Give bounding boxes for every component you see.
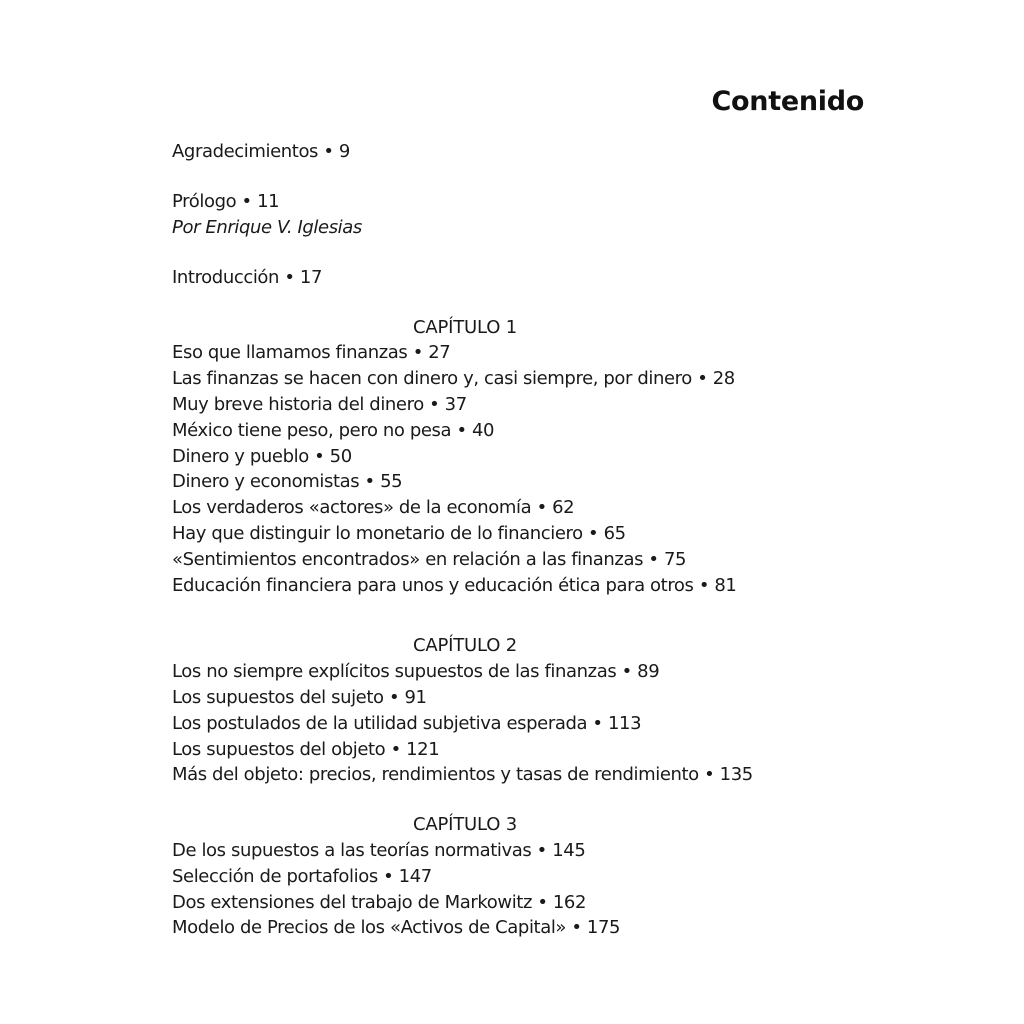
toc-entry: Modelo de Precios de los «Activos de Capital» • 175 — [172, 917, 621, 939]
toc-entry: Educación financiera para unos y educación ética para otros • 81 — [172, 574, 737, 596]
toc-entry-introduccion: Introducción • 17 — [172, 266, 323, 288]
chapter-heading-3: CAPÍTULO 3 — [413, 814, 517, 836]
toc-entry: Las finanzas se hacen con dinero y, casi siempre, por dinero • 28 — [172, 368, 735, 390]
toc-entry: Los verdaderos «actores» de la economía • 62 — [172, 497, 575, 519]
toc-entry: Los no siempre explícitos supuestos de las finanzas • 89 — [172, 661, 660, 683]
toc-entry: Los supuestos del sujeto • 91 — [172, 687, 427, 709]
toc-entry: Los supuestos del objeto • 121 — [172, 738, 440, 760]
table-of-contents — [172, 139, 872, 941]
toc-entry: Dinero y pueblo • 50 — [172, 445, 352, 467]
toc-entry: Hay que distinguir lo monetario de lo financiero • 65 — [172, 523, 626, 545]
toc-entry: Más del objeto: precios, rendimientos y tasas de rendimiento • 135 — [172, 764, 753, 786]
toc-entry: Eso que llamamos finanzas • 27 — [172, 342, 451, 364]
toc-entry: «Sentimientos encontrados» en relación a las finanzas • 75 — [172, 548, 687, 570]
chapter-heading-1: CAPÍTULO 1 — [413, 316, 517, 338]
toc-prologo-author: Por Enrique V. Iglesias — [172, 216, 362, 238]
toc-entry: Selección de portafolios • 147 — [172, 865, 432, 887]
toc-entry: Los postulados de la utilidad subjetiva esperada • 113 — [172, 712, 642, 734]
toc-entry-prologo: Prólogo • 11 — [172, 190, 280, 212]
toc-entry: Muy breve historia del dinero • 37 — [172, 394, 467, 416]
toc-entry-agradecimientos: Agradecimientos • 9 — [172, 141, 350, 162]
toc-entry: México tiene peso, pero no pesa • 40 — [172, 419, 495, 441]
chapter-heading-2: CAPÍTULO 2 — [413, 635, 517, 657]
toc-entry: Dos extensiones del trabajo de Markowitz • 162 — [172, 891, 587, 913]
toc-entry: De los supuestos a las teorías normativas • 145 — [172, 840, 586, 862]
page-title: Contenido — [711, 86, 864, 117]
toc-entry: Dinero y economistas • 55 — [172, 471, 403, 493]
